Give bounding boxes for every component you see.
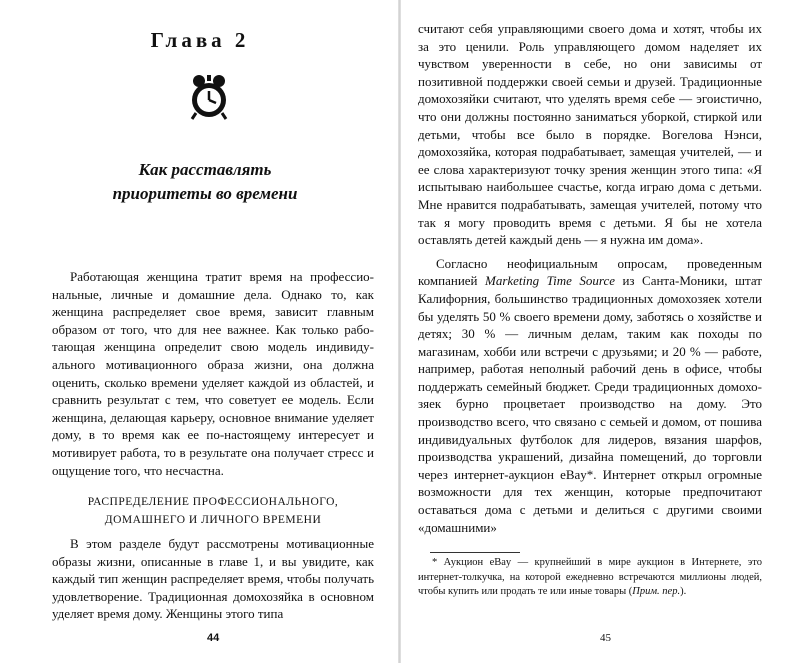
right-body-text [418, 20, 762, 536]
company-name: Marketing Time Source [484, 273, 615, 289]
footnote-note: Прим. пер. [632, 586, 681, 597]
footnote-main: * Аукцион eBay — крупнейший в мире аукцион в Интернете, это интернет-толкучка, на которой ежедневно встречаются миллионы людей, чтобы купить или продать те или иные товары ( [418, 557, 762, 597]
chapter-label: Глава 2 [150, 28, 250, 52]
footnote [418, 556, 762, 600]
section-heading-line: ДОМАШНЕГО И ЛИЧНОГО ВРЕМЕНИ [104, 514, 322, 526]
right-paragraph-2 [418, 255, 762, 537]
chapter-title [60, 158, 350, 206]
section-paragraph: В этом разделе будут рассмотрены мотивационные образы жизни, описанные в главе 1, и вы увидите, как каждый тип женщин распределяет время, чтобы получать удовлетворение. Традиционная домохозяйка в основном уделяет время дому. Женщины этого типа [52, 536, 374, 622]
section-text [52, 535, 374, 623]
intro-paragraph: Работающая женщина тратит время на профессиональные, личные и домашние дела. Однако то, как женщина распределяет свое время, зависит главным образом от того, что для нее важнее. Как только работающая женщина определит свою модель индивидуального мотивационного образа жизни, она должна оценить, сколько времени уделяет каждой из областей, и сравнить результат с тем, что советует ее модель. Если женщина, делающая карьеру, основное внимание уделяет дому, в то время как ее по-настоящему интересует и мотивирует работа, то в результате она получает стресс и ощущение того, что несчастна. [52, 269, 374, 478]
section-heading-line: РАСПРЕДЕЛЕНИЕ ПРОФЕССИОНАЛЬНОГО, [87, 496, 339, 508]
chapter-title-line: Как расставлять [138, 160, 272, 179]
page-number-right: 45 [600, 632, 611, 644]
footnote-rule [430, 552, 520, 553]
footnote-text [418, 556, 762, 600]
paragraph-text: из Санта-Моники, штат Калифорния, большинство традиционных домохозяек хотели бы уделять 50 % своего времени дому, заботясь о хозяйстве и детях; 30 % — личным делам, таким как походы по магазинам, хобби или встречи с друзьями; и 20 % — работе, например, работая неполный рабочий день в офисе, чтобы поддержать семейный бюджет. Среди традиционных домохозяек бурно процветает производство на дому. Это производство всего, что связано с семьей и домом, от пошива индивидуальных футболок для лидеров, вязания шарфов, производства украшений, дизайна помещений, до торговли через интернет-аукцион eBay*. Интернет открыл огромные возможности для тех женщин, которые предпочитают оставаться дома с детьми и делиться с другими своими «домашними» [418, 273, 762, 535]
alarm-clock-icon [186, 72, 232, 122]
section-heading [52, 493, 374, 529]
right-paragraph-1: считают себя управляющими своего дома и хотят, чтобы их за это ценили. Роль управляющего домом наделяет их чувством уверенности в себе, но они зависимы от позитивной поддержки своей семьи и друзей. Традиционные домохозяйки считают, что уделять время себе — эгоистично, что они должны постоянно заниматься уборкой, стиркой или детьми, чтобы все было в порядке. Вогелова Нэнси, домохозяйка, которая подрабатывает, замещая учителей, — и ее слова характеризуют точку зрения женщин этого типа: «Я испытываю наибольшее счастье, когда играю дома с детьми. Мне нравится подрабатывать, замещая учителей, потому что так я могу проводить время с детьми. Я бы не хотела оставлять детей каждый день — я нужна им дома». [418, 21, 762, 248]
page-number-left: 44 [207, 632, 220, 644]
paragraph-text: Согласно неофициальным опросам, проведенным компанией [418, 255, 762, 289]
intro-text [52, 268, 374, 479]
chapter-title-line: приоритеты во времени [112, 184, 298, 203]
footnote-end: ). [680, 586, 687, 597]
